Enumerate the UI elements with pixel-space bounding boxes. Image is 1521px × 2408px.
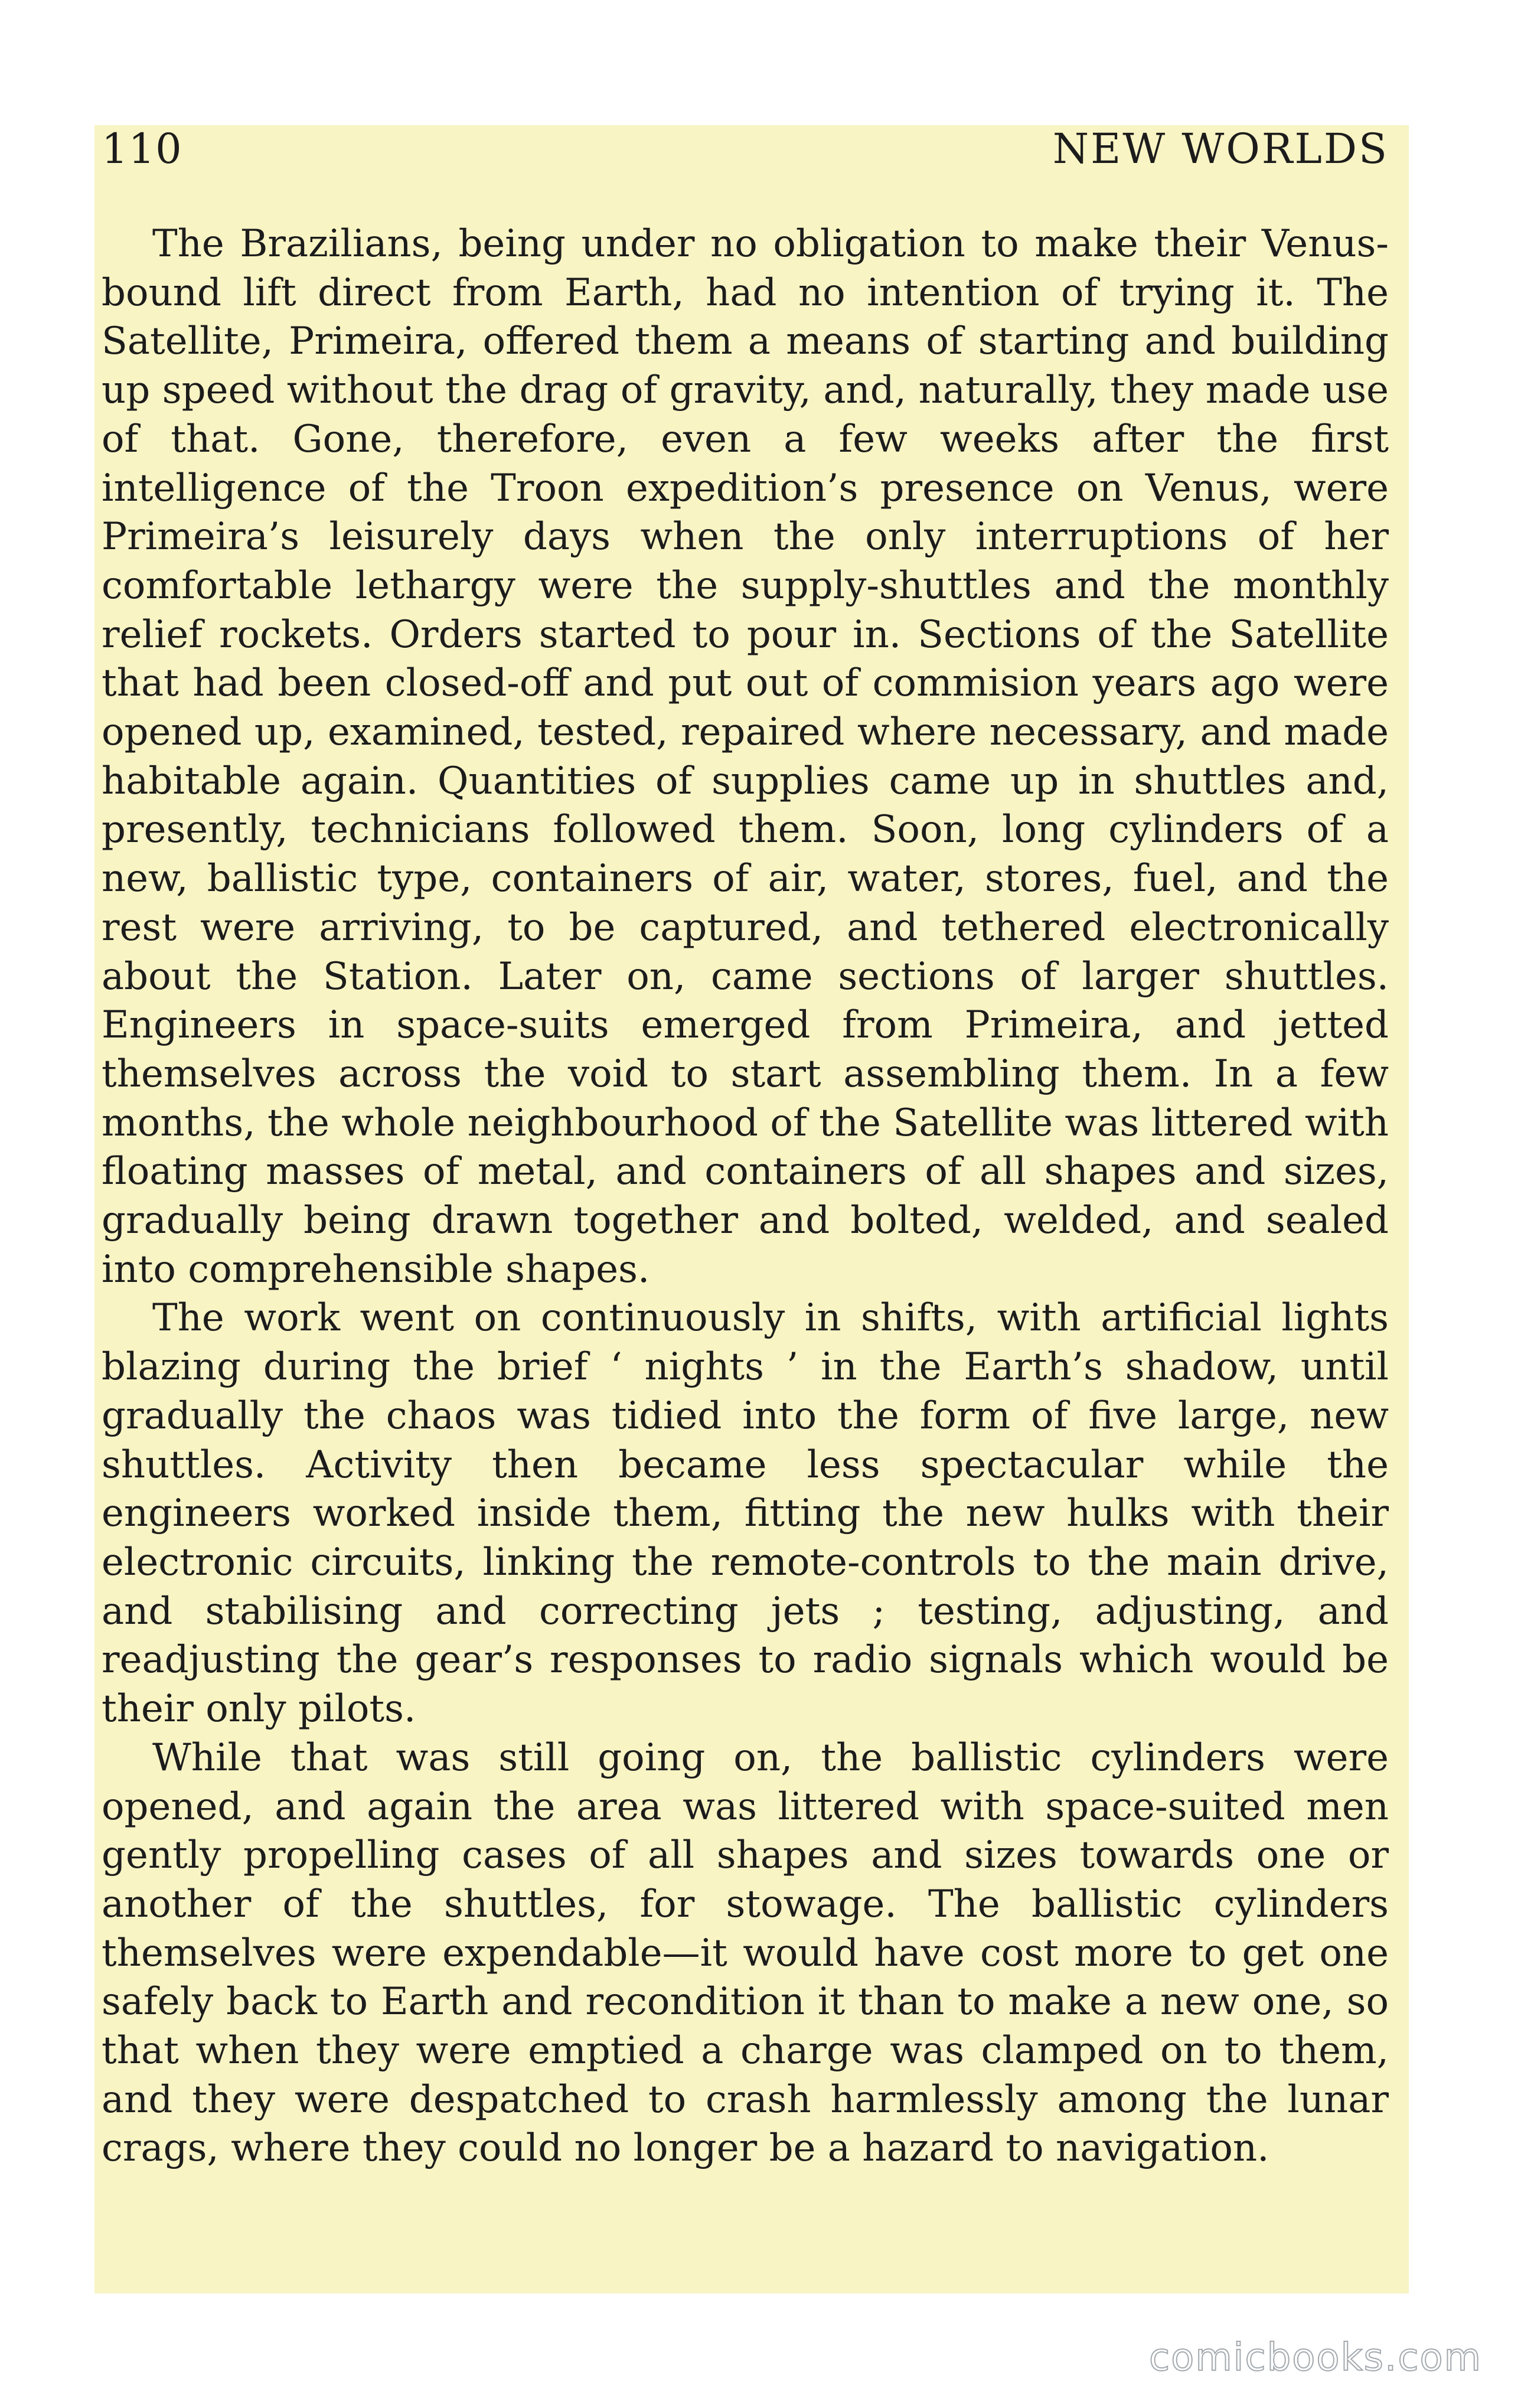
paragraph-2: The work went on continuously in shifts, with artificial lights blazing during the brief ‘ nights ’ in the Earth’s shadow, until gradually the chaos was tidied into the form of five large, new shuttles. Activity then became less spectacular while the engineers worked inside them, fitting the new hulks with their electronic circuits, linking the remote-controls to the main drive, and stabilising and correcting jets ; testing, adjusting, and readjusting the gear’s responses to radio signals which would be their only pilots.	[102, 1296, 1389, 1731]
paragraph-3: While that was still going on, the ballistic cylinders were opened, and again the area was littered with space-suited men gently propelling cases of all shapes and sizes towards one or another of the shuttles, for stowage. The ballistic cylinders themselves were expendable—it would have cost more to get one safely back to Earth and recondition it than to make a new one, so that when they were emptied a charge was clamped on to them, and they were despatched to crash harmlessly among the lunar crags, where they could no longer be a hazard to navigation.	[102, 1735, 1389, 2171]
paragraph-1: The Brazilians, being under no obligation to make their Venus-bound lift direct from Earth, had no intention of trying it. The Satellite, Primeira, offered them a means of starting and building up speed without the drag of gravity, and, naturally, they made use of that. Gone, therefore, even a few weeks after the first intelligence of the Troon expedition’s presence on Venus, were Primeira’s leisurely days when the only interruptions of her comfortable lethargy were the supply-shuttles and the monthly relief rockets. Orders started to pour in. Sections of the Satellite that had been closed-off and put out of commision years ago were opened up, examined, tested, repaired where necessary, and made habitable again. Quantities of supplies came up in shuttles and, presently, technicians followed them. Soon, long cylinders of a new, ballistic type, containers of air, water, stores, fuel, and the rest were arriving, to be captured, and tethered electronically about the Station. Later on, came sections of larger shuttles. Engineers in space-suits emerged from Primeira, and jetted themselves across the void to start assembling them. In a few months, the whole neighbourhood of the Satellite was littered with floating masses of metal, and containers of all shapes and sizes, gradually being drawn together and bolted, welded, and sealed into comprehensible shapes.	[102, 222, 1389, 1291]
body-text	[102, 220, 1389, 2173]
watermark: comicbooks.com	[1148, 2336, 1482, 2380]
page-number: 110	[102, 125, 182, 173]
book-page	[94, 125, 1409, 2293]
running-head	[102, 125, 1389, 184]
running-title: NEW WORLDS	[1052, 125, 1389, 173]
